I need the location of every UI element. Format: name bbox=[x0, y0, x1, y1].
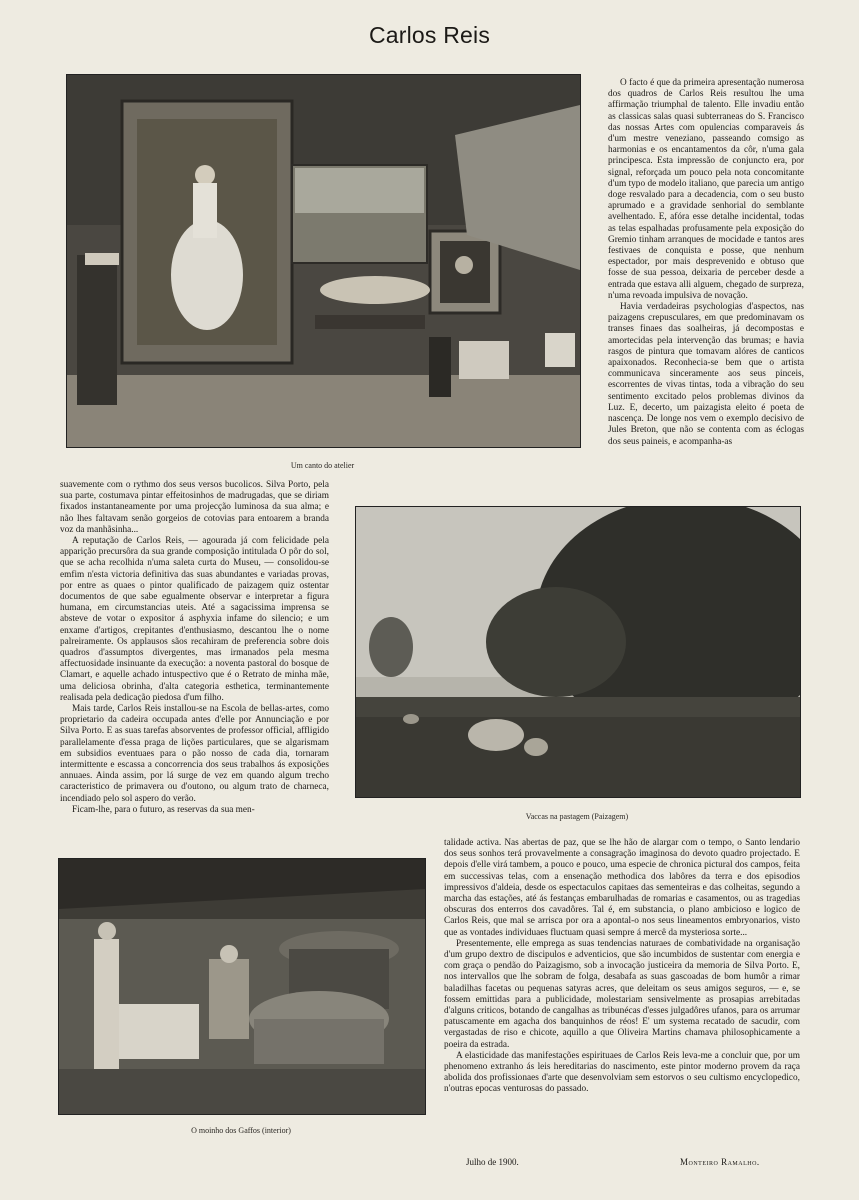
paragraph: Ficam-lhe, para o futuro, as reservas da sua men- bbox=[72, 804, 255, 815]
article-date: Julho de 1900. bbox=[466, 1157, 519, 1167]
paragraph: A reputação de Carlos Reis, — agourada já com felicidade pela apparição precursôra da sua grande composição intitulada O pôr do sol, que se acha recolhida n'uma saleta curta do Museu, — consolidou-se emfim n'esta victoria definitiva das suas abundantes e variadas provas, por entre as quaes o pintor qualificado de paizagem quiz ostentar documentos de que sabe egualmente observar e interpretar a figura humana, em circumstancias uteis. Até a sagacissima imprensa se absteve de votar o expositor á asphyxia infame do silencio; e um enxame d'artigos, crepitantes d'enthusiasmo, descantou lhe o nome palreiramente. Os applausos sãos recahiram de preferencia sobre dois quadros d'assumptos divergentes, mas irmanados pela mesma affectuosidade insinuante da execução: a noventa pastoral do bosque de Clamart, e aquelle achado intuspectivo que é o Retrato de minha mãe, uma deliciosa obrinha, d'alta categoria esthetica, terminantemente realisada pela dedicação piedosa d'um filho. bbox=[60, 536, 329, 703]
mill-caption: O moinho dos Gaffos (interior) bbox=[191, 1126, 291, 1135]
article-column-right-bottom bbox=[444, 838, 800, 1096]
paragraph: Presentemente, elle emprega as suas tendencias naturaes de combatividade na organisação d'um grupo dextro de discipulos e adventicios, que são incumbidos de sustentar com energia e com graça o pendão do Paizagismo, sob a invocação justiceira da memoria de Silva Porto. E, nos intervallos que lhe sobram de folga, desabafa as suas gascoadas de bom humôr a rimar baladilhas facetas ou pequenas satyras acres, que deleitam os seus amigos seguros, — e, se fossem emittidas para a publicidade, molestariam sensivelmente as prosapias arrebitadas d'alguns criticos, botando de cangalhas as tribunécas d'esses julgadôres ufanos, para os arrumar patuscamente em agacha dos banquinhos de réos! E' um systema recatado de sacudir, com vergastadas de riso e chicote, aquillo a que Oliveira Martins chamava philosophicamente a poeira da estrada. bbox=[444, 938, 800, 1050]
paragraph: talidade activa. Nas abertas de paz, que se lhe hão de alargar com o tempo, o Santo lendario dos seus sonhos terá provavelmente a consagração imaginosa do devoto quadro projectado. E depois d'elle virá tambem, a pouco e pouco, uma especie de chronica pictural dos campos, feita em successivas telas, com a ensenação methodica dos labôres da terra e dos episodios impressivos d'aldeia, desde os espectaculos capitaes das sementeiras e das colheitas, segundo a marcha das estações, até ás festanças embarulhadas de romarias e casamentos, ou as tragedias obscuras dos enterros dos cavadôres. Tal é, em substancia, o plano ambicioso e logico de Carlos Reis, que mal se arrisca por ora a apontal-o nos seus lineamentos embryonarios, visto que as vontades individuaes fluctuam quasi sempre á mercê da mysteriosa sorte... bbox=[444, 838, 800, 938]
mill-interior-photo bbox=[58, 858, 426, 1115]
cows-landscape-photo bbox=[355, 506, 801, 798]
paragraph: Mais tarde, Carlos Reis installou-se na Escola de bellas-artes, como proprietario da cadeira occupada antes d'elle por Annunciação e por Silva Porto. E as suas tarefas absorventes de professor official, affligido parallelamente d'essa praga de lições particulares, que se algarismam em subsidios eventuaes para o pão nosso de cada dia, tornaram intermittente e escassa a concorrencia dos seus trabalhos ás exposições annuaes. Ainda assim, por lá surge de vez em quando algum trecho caracteristico de primavera ou d'outono, ou algum trato de charneca, incendiado pelo sol aspero do verão. bbox=[60, 704, 329, 804]
paragraph: suavemente com o rythmo dos seus versos bucolicos. Silva Porto, pela sua parte, costumava pintar effeitosinhos de madrugadas, que se diriam fixados instantaneamente por uma projecção luminosa da sua alma; e não lhes faltavam senão gorgeios de cotovias para entoarem a branda voz da manhãsinha... bbox=[60, 480, 329, 535]
page-title: Carlos Reis bbox=[368, 22, 491, 48]
article-author: Monteiro Ramalho. bbox=[680, 1157, 760, 1167]
cows-caption: Vaccas na pastagem (Paizagem) bbox=[525, 812, 629, 821]
paragraph: Havia verdadeiras psychologias d'aspectos, nas paizagens crepusculares, em que predominavam os transes finaes das soalheiras, já decompostas e amortecidas pela intervenção das brumas; e havia rasgos de pintura que tomavam alóres de canticos apaixonados. Reconhecia-se bem que o artista communicava sinceramente aos seus pinceis, escorrentes de vivas tintas, toda a vibração do seu sentimento excitado pelos problemas divinos da Luz. E, decerto, um paizagista eleito é poeta de nascença. De longe nos vem o exemplo decisivo de Jules Breton, que não se contenta com as éclogas dos seus paineis, e acompanha-as bbox=[608, 302, 804, 447]
atelier-caption: Um canto do atelier bbox=[290, 461, 355, 470]
paragraph: A elasticidade das manifestações espirituaes de Carlos Reis leva-me a concluir que, por um phenomeno extranho ás leis hereditarias do nascimento, este pintor moderno provem da raça abolida dos profissionaes d'arte que desenvolviam sem estorvos o seu cultismo encyclopedico, n'outras epocas venturosas do passado. bbox=[444, 1050, 800, 1095]
article-column-left-mid bbox=[60, 480, 329, 816]
paragraph: O facto é que da primeira apresentação numerosa dos quadros de Carlos Reis resultou lhe uma affirmação triumphal de talento. Elle invadiu então as classicas salas quasi subterraneas do S. Francisco das nossas Artes com opulencias comparaveis ás d'um mestre veneziano, passeando comsigo as harmonias e os encantamentos da côr, n'uma gala principesca. Esta impressão de conjuncto era, por signal, reforçada um pouco pela nota concomitante d'um typo de modelo italiano, que parecia um antigo doge resvalado para a decadencia, com o seu busto aprumado e a gravidade senhorial do semblante avelhentado. E, afóra esse detalhe incidental, todas as telas espalhadas profusamente pela exposição do Gremio tinham arranques de mocidade e tantos ares festivaes de conquista e posse, que nenhum espectador, por mais desprevenido e obtuso que fosse de sua pessoa, deixaria de perceber desde a entrada que estava alli alguem, chegado de surpreza, n'uma revoada impulsiva de novação. bbox=[608, 78, 804, 301]
atelier-photo bbox=[66, 74, 581, 448]
article-column-right-top bbox=[608, 78, 804, 448]
